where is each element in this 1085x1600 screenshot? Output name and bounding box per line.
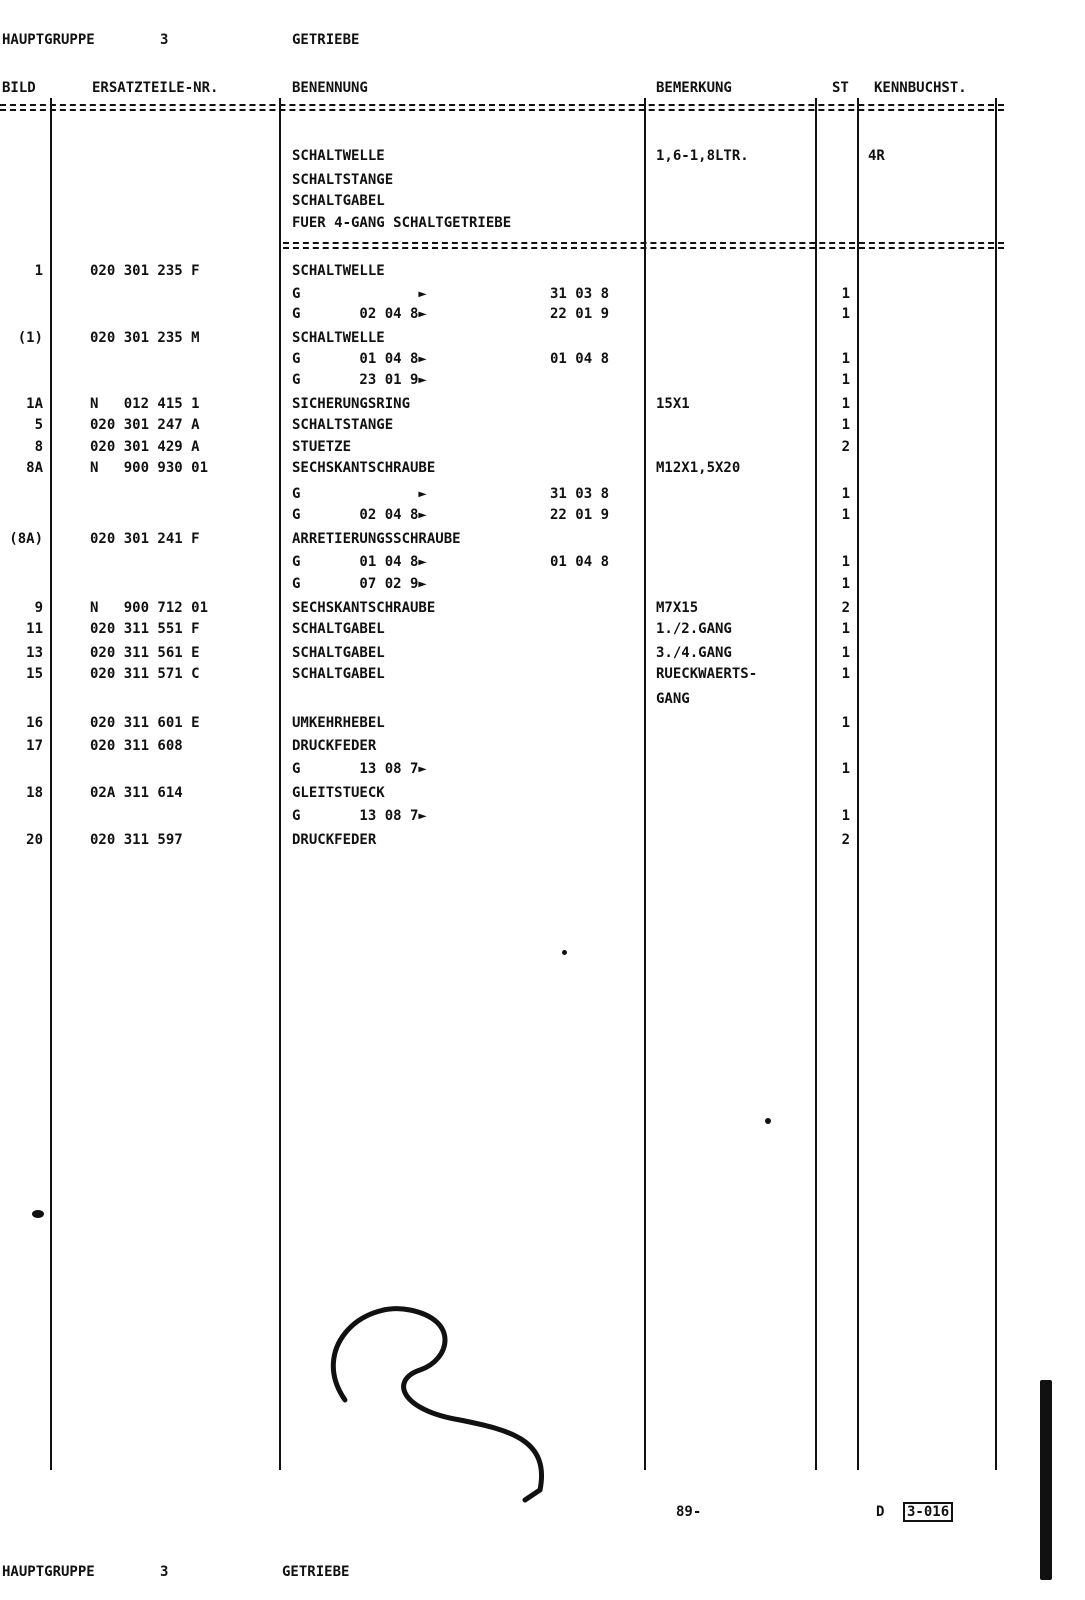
row-date: 01 04 8 [550,554,610,570]
row-bild: (1) [17,330,43,346]
row-benennung: UMKEHRHEBEL [292,715,385,731]
row-benennung: SECHSKANTSCHRAUBE [292,600,436,616]
row-bemerkung: GANG [656,691,690,707]
row-part-number: 02A 311 614 [90,785,183,801]
row-st: 1 [841,715,850,731]
row-benennung: G 01 04 8► [292,351,427,367]
row-benennung: GLEITSTUECK [292,785,385,801]
row-date: 01 04 8 [550,351,610,367]
row-st: 1 [841,666,850,682]
row-part-number: N 900 712 01 [90,600,209,616]
row-bild: 15 [26,666,43,682]
row-st: 1 [841,306,850,322]
col-header-bemerkung: BEMERKUNG [656,80,732,96]
col-header-st: ST [832,80,849,96]
row-benennung: G ► [292,486,427,502]
row-benennung: SECHSKANTSCHRAUBE [292,460,436,476]
row-bild: 8 [34,439,43,455]
intro-separator-lower [283,247,1004,249]
row-part-number: N 012 415 1 [90,396,200,412]
row-benennung: G 01 04 8► [292,554,427,570]
header-group-label: HAUPTGRUPPE [2,32,95,48]
row-bild: 1 [34,263,43,279]
footer-group-number: 3 [160,1564,169,1580]
row-bild: (8A) [9,531,43,547]
row-part-number: 020 311 561 E [90,645,200,661]
row-part-number: 020 311 601 E [90,715,200,731]
row-date: 22 01 9 [550,507,610,523]
column-rule-3 [644,98,646,1470]
row-bild: 8A [26,460,43,476]
row-part-number: 020 301 241 F [90,531,200,547]
row-benennung: SCHALTWELLE [292,263,385,279]
intro-line-4: FUER 4-GANG SCHALTGETRIEBE [292,215,512,231]
row-st: 1 [841,554,850,570]
header-separator-lower [0,109,1004,111]
row-benennung: DRUCKFEDER [292,832,377,848]
row-benennung: SCHALTGABEL [292,666,385,682]
row-st: 1 [841,396,850,412]
speck [32,1210,44,1218]
row-bild: 9 [34,600,43,616]
row-benennung: G 13 08 7► [292,761,427,777]
intro-line-3: SCHALTGABEL [292,193,385,209]
row-st: 1 [841,507,850,523]
row-bemerkung: 15X1 [656,396,690,412]
row-bild: 20 [26,832,43,848]
row-st: 1 [841,621,850,637]
row-benennung: G 02 04 8► [292,306,427,322]
row-date: 31 03 8 [550,286,610,302]
row-bemerkung: RUECKWAERTS- [656,666,758,682]
row-st: 1 [841,576,850,592]
footer-group-title: GETRIEBE [282,1564,350,1580]
row-part-number: 020 311 597 [90,832,183,848]
row-benennung: SCHALTGABEL [292,645,385,661]
row-st: 1 [841,351,850,367]
intro-bemerkung: 1,6-1,8LTR. [656,148,749,164]
column-rule-6 [995,98,997,1470]
page-number: 89- [676,1504,702,1520]
edge-bar [1040,1380,1052,1580]
intro-line-1: SCHALTWELLE [292,148,385,164]
row-date: 31 03 8 [550,486,610,502]
row-benennung: G 23 01 9► [292,372,427,388]
row-st: 2 [841,832,850,848]
row-st: 1 [841,761,850,777]
row-benennung: SCHALTWELLE [292,330,385,346]
row-st: 1 [841,808,850,824]
row-part-number: N 900 930 01 [90,460,209,476]
row-part-number: 020 311 551 F [90,621,200,637]
column-rule-5 [857,98,859,1470]
row-part-number: 020 301 235 F [90,263,200,279]
row-bild: 5 [34,417,43,433]
row-st: 2 [841,600,850,616]
column-rule-4 [815,98,817,1470]
row-benennung: ARRETIERUNGSSCHRAUBE [292,531,461,547]
row-bild: 17 [26,738,43,754]
row-benennung: G 13 08 7► [292,808,427,824]
row-bemerkung: M12X1,5X20 [656,460,741,476]
header-separator [0,104,1004,106]
row-benennung: DRUCKFEDER [292,738,377,754]
scribble-stain [300,1290,570,1510]
row-bemerkung: 1./2.GANG [656,621,732,637]
row-bild: 13 [26,645,43,661]
row-part-number: 020 311 571 C [90,666,200,682]
row-benennung: STUETZE [292,439,352,455]
col-header-ersatzteile: ERSATZTEILE-NR. [92,80,219,96]
intro-kennbuchst: 4R [868,148,885,164]
row-bemerkung: 3./4.GANG [656,645,732,661]
row-benennung: SICHERUNGSRING [292,396,411,412]
header-group-title: GETRIEBE [292,32,360,48]
row-st: 1 [841,286,850,302]
column-rule-2 [279,98,281,1470]
row-bild: 11 [26,621,43,637]
footer-letter: D [876,1504,885,1520]
row-part-number: 020 301 247 A [90,417,200,433]
row-part-number: 020 311 608 [90,738,183,754]
col-header-kennbuchst: KENNBUCHST. [874,80,967,96]
row-bild: 1A [26,396,43,412]
row-st: 1 [841,645,850,661]
row-bild: 18 [26,785,43,801]
intro-separator [283,242,1004,244]
row-benennung: G 07 02 9► [292,576,427,592]
footer-code: 3-016 [903,1502,953,1522]
row-benennung: G 02 04 8► [292,507,427,523]
row-bild: 16 [26,715,43,731]
row-st: 1 [841,372,850,388]
row-part-number: 020 301 429 A [90,439,200,455]
row-benennung: SCHALTGABEL [292,621,385,637]
row-benennung: SCHALTSTANGE [292,417,394,433]
row-date: 22 01 9 [550,306,610,322]
row-st: 2 [841,439,850,455]
header-group-number: 3 [160,32,169,48]
row-benennung: G ► [292,286,427,302]
speck [765,1118,771,1124]
row-st: 1 [841,417,850,433]
col-header-benennung: BENENNUNG [292,80,368,96]
intro-line-2: SCHALTSTANGE [292,172,394,188]
row-st: 1 [841,486,850,502]
footer-group-label: HAUPTGRUPPE [2,1564,95,1580]
column-rule-1 [50,98,52,1470]
speck [562,950,567,955]
col-header-bild: BILD [2,80,36,96]
row-part-number: 020 301 235 M [90,330,200,346]
row-bemerkung: M7X15 [656,600,699,616]
